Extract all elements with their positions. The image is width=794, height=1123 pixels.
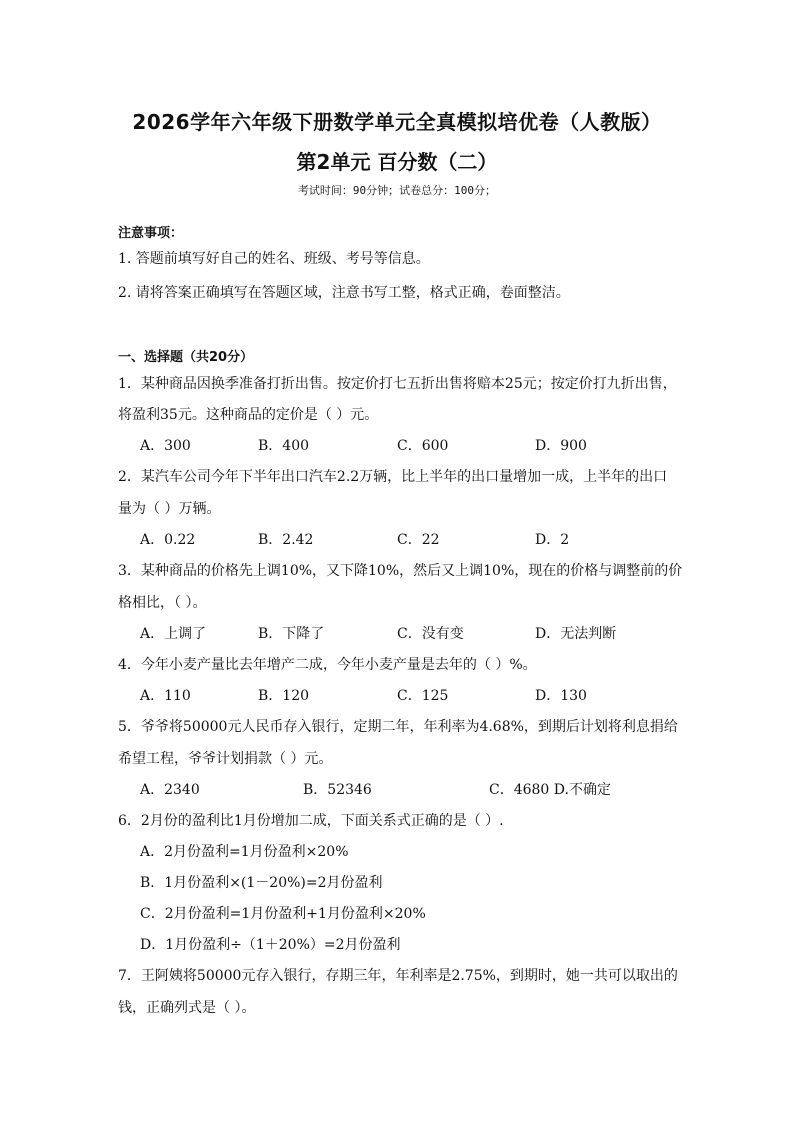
- option-b: B．52346: [303, 782, 372, 798]
- section-heading: 一、选择题（共20分）: [118, 350, 254, 365]
- notes-heading: 注意事项：: [118, 226, 184, 241]
- question-1-line-2: 将盈利35元。这种商品的定价是（ ）元。: [118, 407, 379, 423]
- exam-info: 考试时间：90分钟；试卷总分：100分；: [297, 184, 497, 197]
- option-c: C．22: [397, 532, 440, 548]
- question-2-line-2: 量为（ ）万辆。: [118, 501, 221, 517]
- question-1-line-1: 1．某种商品因换季准备打折出售。按定价打七五折出售将赔本25元；按定价打九折出售，: [118, 376, 677, 392]
- option-b: B．下降了: [258, 626, 325, 642]
- question-5-line-1: 5．爷爷将50000元人民币存入银行，定期二年，年利率为4.68%，到期后计划将利息捐给: [118, 719, 678, 735]
- note-item: 2. 请将答案正确填写在答题区域，注意书写工整，格式正确，卷面整洁。: [118, 285, 570, 301]
- option-c: C．600: [397, 438, 449, 454]
- question-3-line-1: 3．某种商品的价格先上调10%，又下降10%，然后又上调10%，现在的价格与调整前的价: [118, 563, 683, 579]
- option-d: D．1月份盈利÷（1＋20%）=2月份盈利: [140, 937, 401, 953]
- option-d: D．无法判断: [535, 626, 617, 642]
- option-d: D．900: [535, 438, 587, 454]
- question-2-line-1: 2．某汽车公司今年下半年出口汽车2.2万辆，比上半年的出口量增加一成，上半年的出口: [118, 469, 668, 485]
- question-7-line-2: 钱，正确列式是（ ）。: [118, 1000, 256, 1016]
- option-a: A．110: [140, 688, 191, 704]
- question-7-line-1: 7．王阿姨将50000元存入银行，存期三年，年利率是2.75%，到期时，她一共可以取出的: [118, 968, 678, 984]
- option-c: C．125: [397, 688, 449, 704]
- question-6-line-1: 6．2月份的盈利比1月份增加二成，下面关系式正确的是（ ）.: [118, 813, 504, 829]
- option-b: B．400: [258, 438, 310, 454]
- option-a: A．上调了: [140, 626, 207, 642]
- option-c: C．4680 D.不确定: [489, 782, 611, 798]
- option-c: C．没有变: [397, 626, 464, 642]
- question-4-line-1: 4．今年小麦产量比去年增产二成，今年小麦产量是去年的（ ）%。: [118, 657, 537, 673]
- option-b: B．2.42: [258, 532, 314, 548]
- option-b: B．120: [258, 688, 310, 704]
- note-item: 1. 答题前填写好自己的姓名、班级、考号等信息。: [118, 251, 430, 267]
- option-d: D．2: [535, 532, 570, 548]
- option-a: A．2340: [140, 782, 200, 798]
- option-a: A．0.22: [140, 532, 196, 548]
- option-a: A．2月份盈利=1月份盈利×20%: [140, 844, 349, 860]
- option-c: C．2月份盈利=1月份盈利+1月份盈利×20%: [140, 906, 426, 922]
- option-d: D．130: [535, 688, 587, 704]
- option-b: B．1月份盈利×(1－20%)=2月份盈利: [140, 875, 383, 891]
- option-a: A．300: [140, 438, 191, 454]
- question-3-line-2: 格相比，（ ）。: [118, 595, 207, 611]
- question-5-line-2: 希望工程，爷爷计划捐款（ ）元。: [118, 751, 333, 767]
- exam-title: 2026学年六年级下册数学单元全真模拟培优卷（人教版）: [132, 110, 662, 134]
- unit-title: 第2单元 百分数（二）: [296, 150, 498, 174]
